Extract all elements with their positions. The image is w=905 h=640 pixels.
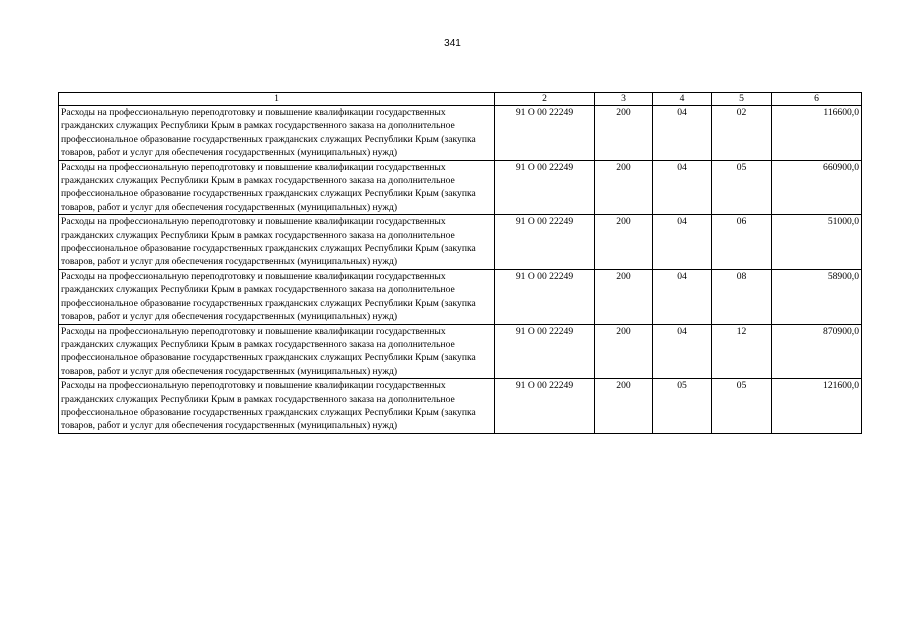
row-target-article: 91 О 00 22249 (495, 379, 595, 434)
column-header-3: 3 (595, 93, 653, 106)
row-amount: 660900,0 (772, 160, 862, 215)
page-number: 341 (444, 38, 461, 49)
row-expense-type: 200 (595, 160, 653, 215)
row-description: Расходы на профессиональную переподготовку и повышение квалификации государственных гражданских служащих Республики Крым в рамках государственного заказа на дополнительное профессиональное образование государственных гражданских служащих Республики Крым (закупка товаров, работ и услуг для обеспечения государственных (муниципальных) нужд) (59, 269, 495, 324)
table-row (59, 324, 862, 379)
budget-table (58, 92, 862, 434)
table-row (59, 215, 862, 270)
column-header-5: 5 (712, 93, 772, 106)
row-description: Расходы на профессиональную переподготовку и повышение квалификации государственных гражданских служащих Республики Крым в рамках государственного заказа на дополнительное профессиональное образование государственных гражданских служащих Республики Крым (закупка товаров, работ и услуг для обеспечения государственных (муниципальных) нужд) (59, 106, 495, 161)
row-description: Расходы на профессиональную переподготовку и повышение квалификации государственных гражданских служащих Республики Крым в рамках государственного заказа на дополнительное профессиональное образование государственных гражданских служащих Республики Крым (закупка товаров, работ и услуг для обеспечения государственных (муниципальных) нужд) (59, 160, 495, 215)
column-header-2: 2 (495, 93, 595, 106)
row-target-article: 91 О 00 22249 (495, 106, 595, 161)
row-subsection: 02 (712, 106, 772, 161)
row-target-article: 91 О 00 22249 (495, 324, 595, 379)
row-amount: 121600,0 (772, 379, 862, 434)
column-header-1: 1 (59, 93, 495, 106)
column-header-4: 4 (653, 93, 712, 106)
row-subsection: 05 (712, 160, 772, 215)
table-row (59, 269, 862, 324)
row-section: 04 (653, 215, 712, 270)
row-section: 05 (653, 379, 712, 434)
row-target-article: 91 О 00 22249 (495, 160, 595, 215)
row-target-article: 91 О 00 22249 (495, 215, 595, 270)
row-description: Расходы на профессиональную переподготовку и повышение квалификации государственных гражданских служащих Республики Крым в рамках государственного заказа на дополнительное профессиональное образование государственных гражданских служащих Республики Крым (закупка товаров, работ и услуг для обеспечения государственных (муниципальных) нужд) (59, 379, 495, 434)
column-header-6: 6 (772, 93, 862, 106)
table-row (59, 106, 862, 161)
row-section: 04 (653, 160, 712, 215)
row-section: 04 (653, 106, 712, 161)
table-row (59, 160, 862, 215)
row-amount: 58900,0 (772, 269, 862, 324)
row-amount: 51000,0 (772, 215, 862, 270)
header-row (59, 93, 862, 106)
row-section: 04 (653, 269, 712, 324)
row-expense-type: 200 (595, 106, 653, 161)
row-expense-type: 200 (595, 324, 653, 379)
row-target-article: 91 О 00 22249 (495, 269, 595, 324)
row-subsection: 12 (712, 324, 772, 379)
row-description: Расходы на профессиональную переподготовку и повышение квалификации государственных гражданских служащих Республики Крым в рамках государственного заказа на дополнительное профессиональное образование государственных гражданских служащих Республики Крым (закупка товаров, работ и услуг для обеспечения государственных (муниципальных) нужд) (59, 324, 495, 379)
row-expense-type: 200 (595, 269, 653, 324)
row-expense-type: 200 (595, 215, 653, 270)
row-description: Расходы на профессиональную переподготовку и повышение квалификации государственных гражданских служащих Республики Крым в рамках государственного заказа на дополнительное профессиональное образование государственных гражданских служащих Республики Крым (закупка товаров, работ и услуг для обеспечения государственных (муниципальных) нужд) (59, 215, 495, 270)
row-subsection: 05 (712, 379, 772, 434)
row-section: 04 (653, 324, 712, 379)
row-expense-type: 200 (595, 379, 653, 434)
row-subsection: 08 (712, 269, 772, 324)
row-amount: 116600,0 (772, 106, 862, 161)
row-subsection: 06 (712, 215, 772, 270)
row-amount: 870900,0 (772, 324, 862, 379)
table-row (59, 379, 862, 434)
